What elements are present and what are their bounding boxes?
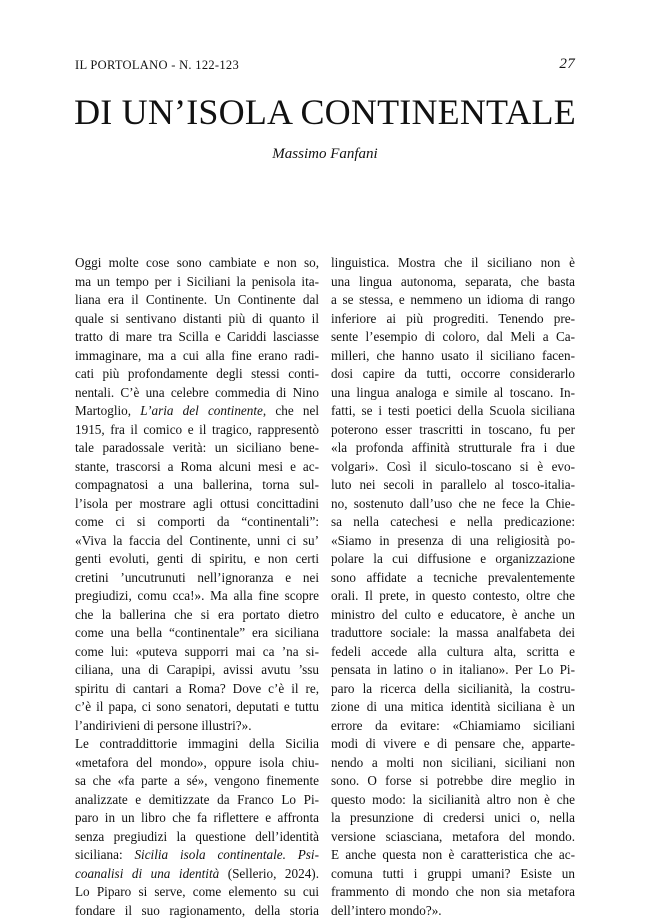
text-line: a se stessa, e nemmeno un idioma di rango [331, 291, 575, 310]
article-title: DI UN’ISOLA CONTINENTALE [0, 92, 650, 132]
text-line: tale paradossale verità: un siciliano bene- [75, 439, 319, 458]
text-line: spiritu di cantari a Roma? Dove c’è il re, [75, 680, 319, 699]
running-head [75, 56, 575, 76]
text-line: «metafora del mondo», oppure isola chiu- [75, 754, 319, 773]
text-line: come una bella “continentale” era siciliana [75, 624, 319, 643]
text-line: cretini ’uncutrunuti nell’ignoranza e nei [75, 569, 319, 588]
text-line: «la profonda affinità strutturale fra i due [331, 439, 575, 458]
text-line: c’è il papa, ci sono senatori, deputati e tuttu [75, 698, 319, 717]
text-line: tratto di mare tra Scilla e Cariddi lasciasse [75, 328, 319, 347]
text-line: questo modo: la sicilianità altro non è che [331, 791, 575, 810]
text-line: quale si sentivano distanti più di quanto il [75, 310, 319, 329]
text-line: zione di una mitica identità siciliana è un [331, 698, 575, 717]
text-line: 1915, fra il comico e il tragico, rappresentò [75, 421, 319, 440]
play-title: L’aria del continente [140, 403, 263, 418]
text-line: paro la ricerca della sicilianità, la costru- [331, 680, 575, 699]
text-line: traduttore sociale: la massa analfabeta dei [331, 624, 575, 643]
text-fragment: (Sellerio, 2024). [219, 866, 319, 881]
text-line: cati più profondamente degli stessi conti- [75, 365, 319, 384]
text-line: frammento di mondo che non sia metafora [331, 883, 575, 902]
book-title: coanalisi di una identità [75, 866, 219, 881]
text-line: senza pregiudizi la questione dell’identità [75, 828, 319, 847]
text-line: fatti, se i testi poetici della Scuola siciliana [331, 402, 575, 421]
text-line: nendo a molti non siciliani, siciliani non [331, 754, 575, 773]
text-line: genti evoluti, genti di spiritu, e non certi [75, 550, 319, 569]
text-line: sente l’esempio di coloro, dal Meli a Ca- [331, 328, 575, 347]
text-line: no, sostenuto dall’uso che ne fece la Chie- [331, 495, 575, 514]
text-line: sa nella catechesi e nella predicazione: [331, 513, 575, 532]
text-line: sono affidate a tecniche prevalentemente [331, 569, 575, 588]
text-line: come ci si comporti da “continentali”: [75, 513, 319, 532]
text-line: fondare il suo ragionamento, della storia [75, 902, 319, 920]
text-line [75, 846, 319, 865]
text-line: una lingua autonoma, separata, che basta [331, 273, 575, 292]
text-line: Le contraddittorie immagini della Sicilia [75, 735, 319, 754]
text-line: compagnatosi a una ballerina, torna sul- [75, 476, 319, 495]
text-line: polare la cui diffusione e organizzazione [331, 550, 575, 569]
text-line [75, 402, 319, 421]
text-line: dell’intero mondo?». [331, 902, 575, 920]
text-line: l’isola per mostrare agli ottusi concittadini [75, 495, 319, 514]
text-line: paro in un libro che fa riflettere e affronta [75, 809, 319, 828]
text-line: luto nei secoli in parallelo al tosco-italia- [331, 476, 575, 495]
text-line: milleri, che hanno usato il siciliano facen- [331, 347, 575, 366]
text-line: errore da evitare: «Chiamiamo siciliani [331, 717, 575, 736]
page-number: 27 [559, 56, 575, 73]
text-fragment: , che nel [263, 403, 319, 418]
text-line: la presunzione di credersi unici o, nella [331, 809, 575, 828]
text-line: analizzate e demitizzate da Franco Lo Pi- [75, 791, 319, 810]
text-line: stante, trascorsi a Roma alcuni mesi e ac- [75, 458, 319, 477]
text-line: immaginare, ma a cui alla fine erano radi- [75, 347, 319, 366]
text-line: orali. Il prete, in questo contesto, oltre che [331, 587, 575, 606]
text-line: sono. O forse si potrebbe dire meglio in [331, 772, 575, 791]
journal-title: IL PORTOLANO - N. 122-123 [75, 58, 239, 73]
text-line: versione sciasciana, metafora del mondo. [331, 828, 575, 847]
text-line: come lui: «puteva supporri mai ca ’na si- [75, 643, 319, 662]
text-line: ma un tempo per i Siciliani la penisola ita- [75, 273, 319, 292]
text-line: ministro del culto e educatore, è anche un [331, 606, 575, 625]
text-line: Oggi molte cose sono cambiate e non so, [75, 254, 319, 273]
text-line: pensata in latino o in italiano». Per Lo Pi- [331, 661, 575, 680]
text-line: sa che «fa parte a sé», vengono finemente [75, 772, 319, 791]
text-line [75, 865, 319, 884]
text-line: linguistica. Mostra che il siciliano non è [331, 254, 575, 273]
text-line: l’andirivieni di persone illustri?». [75, 717, 319, 736]
text-line: nentali. C’è una celebre commedia di Nino [75, 384, 319, 403]
text-line: che la ballerina che si era portato dietro [75, 606, 319, 625]
text-line: E anche questa non è caratteristica che ac- [331, 846, 575, 865]
text-line: volgari». Così il siculo-toscano si è evo- [331, 458, 575, 477]
text-line: fedeli accede alla cultura alta, scritta e [331, 643, 575, 662]
text-line: Lo Piparo si serve, come elemento su cui [75, 883, 319, 902]
text-line: modi di vivere e di pensare che, apparte- [331, 735, 575, 754]
text-line: «Viva la faccia del Continente, unni ci su’ [75, 532, 319, 551]
text-column-right [331, 254, 575, 920]
text-line: liana era il Continente. Un Continente dal [75, 291, 319, 310]
book-title: Sicilia isola continentale. Psi- [134, 847, 319, 862]
text-column-left [75, 254, 319, 920]
text-line: pregiudizi, comu cca!». Ma alla fine scopre [75, 587, 319, 606]
text-line: ciliana, una di Carapipi, avissi avutu ’ssu [75, 661, 319, 680]
text-line: «Siamo in presenza di una religiosità po- [331, 532, 575, 551]
text-line: una lingua analoga e simile al toscano. In- [331, 384, 575, 403]
text-line: poterono esser trascritti in toscano, fu per [331, 421, 575, 440]
text-fragment: siciliana: [75, 847, 134, 862]
text-fragment: Martoglio, [75, 403, 140, 418]
text-line: comuna tutti i gruppi umani? Esiste un [331, 865, 575, 884]
text-line: dosi capire da tutti, occorre considerarlo [331, 365, 575, 384]
article-author: Massimo Fanfani [0, 146, 650, 163]
text-line: inferiore ai più progrediti. Tenendo pre- [331, 310, 575, 329]
